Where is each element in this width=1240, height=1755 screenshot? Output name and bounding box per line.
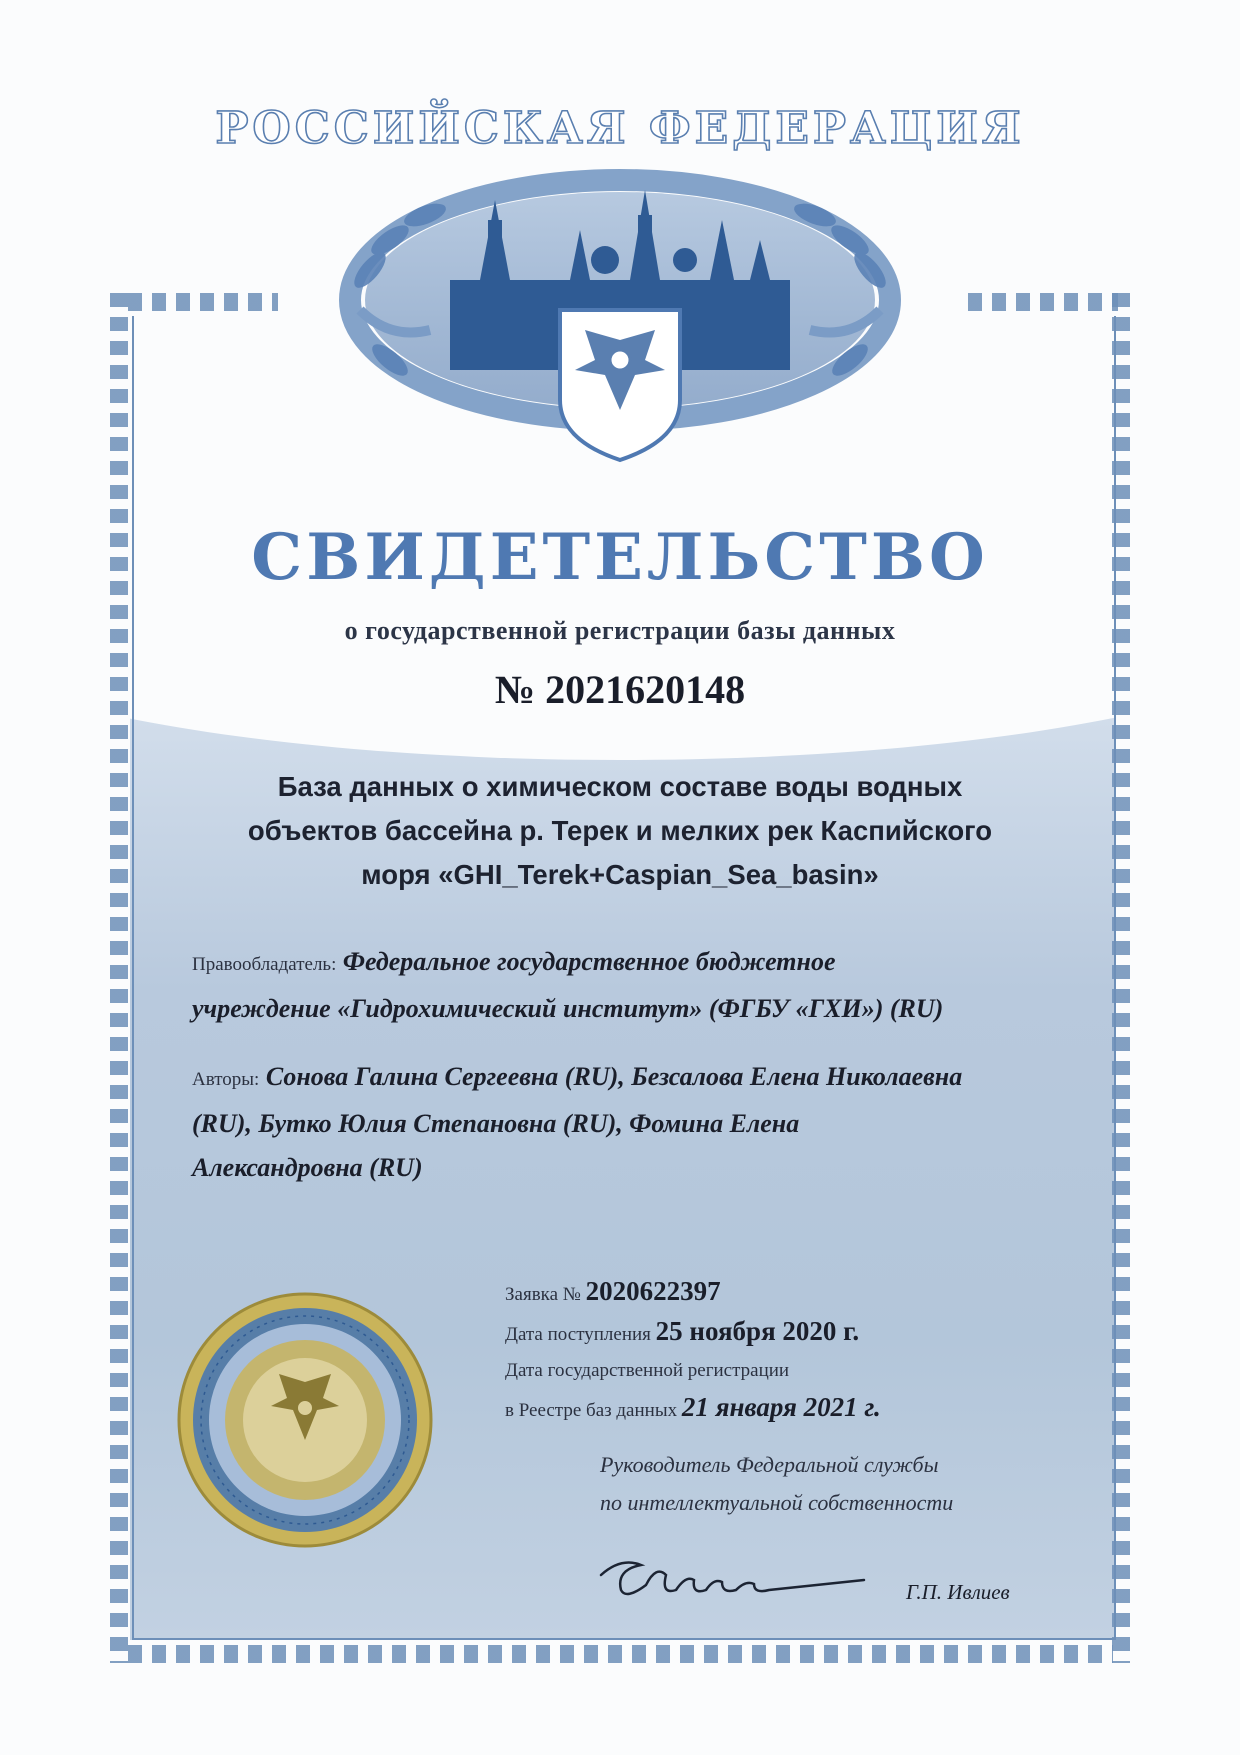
border-top-left [128, 293, 278, 311]
authors-label: Авторы: [192, 1069, 260, 1090]
certificate-number: № 2021620148 [494, 667, 746, 712]
registered-date: 21 января 2021 г. [681, 1392, 881, 1422]
official-position-line: по интеллектуальной собственности [600, 1490, 954, 1515]
official-position-line: Руководитель Федеральной службы [600, 1452, 939, 1477]
certificate-title: СВИДЕТЕЛЬСТВО [251, 520, 989, 595]
border-left [110, 293, 128, 1663]
border-bottom [128, 1645, 1113, 1663]
official-name: Г.П. Ивлиев [906, 1580, 1010, 1604]
rights-holder-value: Федеральное государственное бюджетное [342, 947, 836, 976]
application-label: Заявка № [505, 1284, 581, 1305]
database-title [180, 765, 1060, 897]
received-label: Дата поступления [505, 1324, 651, 1345]
signature-icon [596, 1545, 886, 1605]
registration-details [505, 1273, 1105, 1429]
country-title: РОССИЙСКАЯ ФЕДЕРАЦИЯ [215, 103, 1025, 154]
rights-holder-value: учреждение «Гидрохимический институт» (ФГБУ «ГХИ») (RU) [192, 994, 944, 1023]
authors-value: Сонова Галина Сергеевна (RU), Безсалова Елена Николаевна [265, 1062, 963, 1091]
authors-value: (RU), Бутко Юлия Степановна (RU), Фомина Елена [192, 1109, 800, 1138]
rights-holder-label: Правообладатель: [192, 954, 337, 975]
application-number: 2020622397 [585, 1276, 721, 1306]
authors [192, 1055, 1072, 1190]
registered-label-line2: в Реестре баз данных [505, 1400, 678, 1421]
certificate-subtitle: о государственной регистрации базы данных [344, 616, 896, 645]
authors-value: Александровна (RU) [192, 1153, 423, 1182]
database-title-line: объектов бассейна р. Терек и мелких рек Каспийского [247, 815, 993, 846]
border-top-right [968, 293, 1118, 311]
received-date: 25 ноября 2020 г. [655, 1316, 860, 1346]
kremlin-wreath-emblem-icon [330, 160, 910, 500]
official-seal-icon [175, 1290, 435, 1550]
database-title-line: База данных о химическом составе воды водных [277, 771, 963, 802]
database-title-line: моря «GHI_Terek+Caspian_Sea_basin» [361, 859, 879, 890]
rights-holder [192, 940, 1072, 1031]
registered-label-line1: Дата государственной регистрации [505, 1360, 790, 1381]
official-position [600, 1446, 1020, 1522]
